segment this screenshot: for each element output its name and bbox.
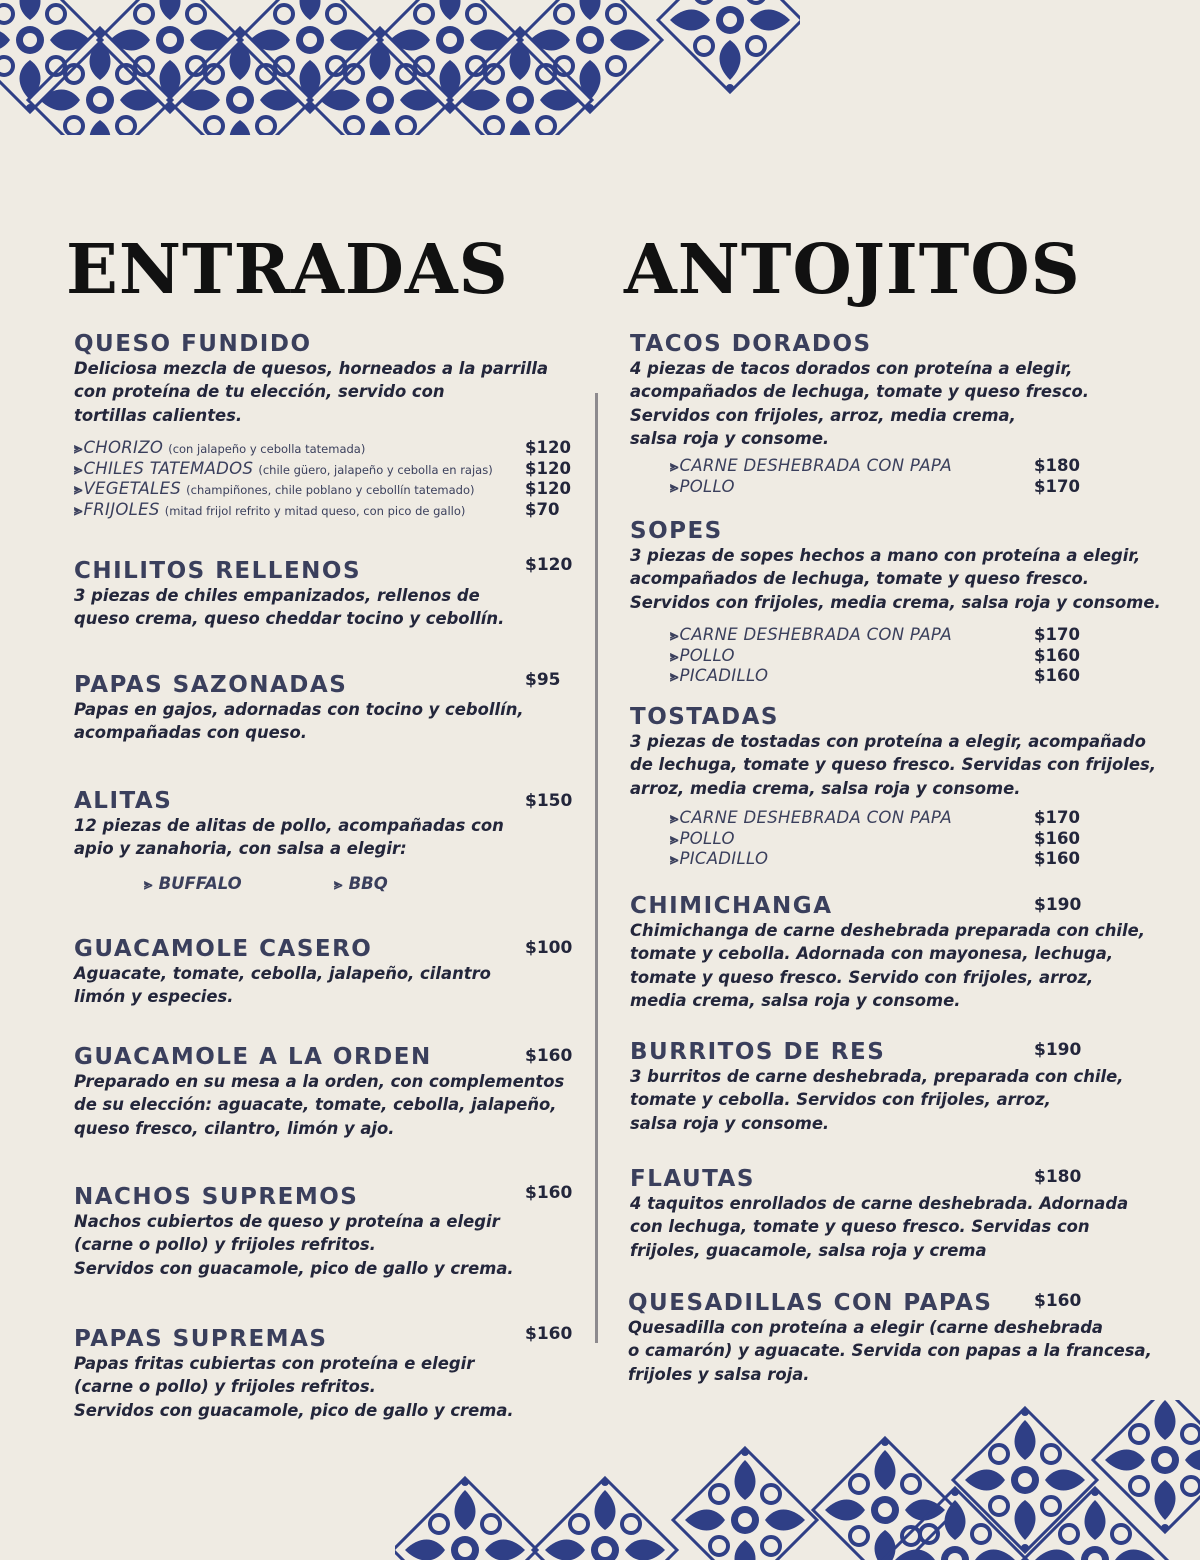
item-name: ALITAS xyxy=(74,788,173,814)
option-row xyxy=(670,829,1090,850)
arrow-icon: ⪢ xyxy=(670,646,679,665)
menu-item-tostadas xyxy=(630,704,1156,800)
item-name: PAPAS SUPREMAS xyxy=(74,1326,328,1352)
menu-item-sopes xyxy=(630,518,1161,614)
arrow-icon: ⪢ xyxy=(670,457,679,475)
option-price: $120 xyxy=(525,438,571,457)
option-price: $160 xyxy=(1034,849,1080,868)
queso-fundido-options xyxy=(74,438,574,520)
option-note: (chile güero, jalapeño y cebolla en rajas) xyxy=(258,462,493,477)
option-label: POLLO xyxy=(679,476,735,496)
option-label: POLLO xyxy=(679,645,735,665)
option-label: PICADILLO xyxy=(679,849,769,868)
item-name: GUACAMOLE CASERO xyxy=(74,936,373,962)
antojitos-title: ANTOJITOS xyxy=(624,230,1081,310)
option-price: $120 xyxy=(525,479,571,498)
talavera-tile-border-top xyxy=(0,0,800,135)
option-row xyxy=(670,666,1090,687)
menu-item-queso-fundido xyxy=(74,331,548,427)
talavera-tile-border-bottom xyxy=(395,1400,1200,1560)
item-description: 3 piezas de sopes hechos a mano con proteína a elegir, acompañados de lechuga, tomate y queso fresco. Servidos con frijoles, media crema, salsa roja y consome. xyxy=(630,546,1161,612)
menu-item-chilitos-rellenos xyxy=(74,558,504,631)
arrow-icon: ⪢ xyxy=(670,809,679,827)
item-name: FLAUTAS xyxy=(630,1166,755,1192)
option-note: (mitad frijol refrito y mitad queso, con pico de gallo) xyxy=(164,503,466,518)
item-name: NACHOS SUPREMOS xyxy=(74,1184,359,1210)
option-row xyxy=(670,456,1090,477)
item-price: $150 xyxy=(525,791,573,811)
arrow-icon: ⪢ xyxy=(670,477,679,496)
option-row xyxy=(670,625,1090,646)
option-label: VEGETALES xyxy=(83,479,182,498)
option-row xyxy=(74,459,574,480)
item-name: GUACAMOLE A LA ORDEN xyxy=(74,1044,432,1070)
option-label: BBQ xyxy=(348,874,388,893)
sauce-option-buffalo xyxy=(144,874,242,895)
option-label: FRIJOLES xyxy=(83,499,160,519)
item-name: SOPES xyxy=(630,518,723,544)
option-price: $170 xyxy=(1034,808,1080,827)
arrow-icon: ⪢ xyxy=(74,459,83,478)
item-name: BURRITOS DE RES xyxy=(630,1039,886,1065)
option-label: CARNE DESHEBRADA CON PAPA xyxy=(679,808,952,827)
option-row xyxy=(74,500,574,521)
item-description: 3 piezas de tostadas con proteína a elegir, acompañado de lechuga, tomate y queso fresco. Servidas con frijoles, arroz, media crema, salsa roja y consome. xyxy=(630,732,1156,798)
option-price: $170 xyxy=(1034,625,1080,644)
item-name: CHIMICHANGA xyxy=(630,893,833,919)
entradas-title: ENTRADAS xyxy=(66,230,509,310)
option-row xyxy=(670,646,1090,667)
item-name: QUESO FUNDIDO xyxy=(74,331,312,357)
option-price: $120 xyxy=(525,458,571,478)
menu-item-alitas xyxy=(74,788,504,861)
item-description: 3 burritos de carne deshebrada, preparada con chile, tomate y cebolla. Servidos con frijoles, arroz, salsa roja y consome. xyxy=(630,1067,1124,1133)
arrow-icon: ⪢ xyxy=(144,875,153,893)
option-price: $180 xyxy=(1034,456,1080,475)
item-description: 12 piezas de alitas de pollo, acompañadas con apio y zanahoria, con salsa a elegir: xyxy=(74,816,504,859)
option-row xyxy=(670,808,1090,829)
column-divider xyxy=(595,393,598,1343)
item-price: $160 xyxy=(1034,1291,1082,1311)
menu-item-papas-supremas xyxy=(74,1326,514,1422)
arrow-icon: ⪢ xyxy=(670,829,679,848)
item-description: Papas fritas cubiertas con proteína e elegir (carne o pollo) y frijoles refritos. Servidos con guacamole, pico de gallo y crema. xyxy=(74,1354,514,1420)
option-row xyxy=(670,849,1090,870)
option-price: $70 xyxy=(525,499,560,519)
option-row xyxy=(670,477,1090,498)
option-price: $170 xyxy=(1034,476,1080,496)
item-description: Quesadilla con proteína a elegir (carne deshebrada o camarón) y aguacate. Servida con papas a la francesa, frijoles y salsa roja. xyxy=(628,1318,1152,1384)
item-name: CHILITOS RELLENOS xyxy=(74,558,362,584)
item-description: 3 piezas de chiles empanizados, rellenos de queso crema, queso cheddar tocino y cebollín. xyxy=(74,586,505,629)
option-row xyxy=(74,479,574,500)
item-description: Papas en gajos, adornadas con tocino y cebollín, acompañadas con queso. xyxy=(74,700,524,743)
item-price: $100 xyxy=(525,938,573,958)
option-label: BUFFALO xyxy=(158,874,242,893)
item-price: $180 xyxy=(1034,1167,1082,1187)
option-row xyxy=(74,438,574,459)
item-description: 4 piezas de tacos dorados con proteína a elegir, acompañados de lechuga, tomate y queso fresco. Servidos con frijoles, arroz, media crema, salsa roja y consome. xyxy=(630,359,1089,449)
item-description: Preparado en su mesa a la orden, con complementos de su elección: aguacate, tomate, cebolla, jalapeño, queso fresco, cilantro, limón y ajo. xyxy=(74,1072,565,1138)
arrow-icon: ⪢ xyxy=(670,667,679,685)
item-name: PAPAS SAZONADAS xyxy=(74,672,348,698)
item-price: $160 xyxy=(525,1324,573,1344)
tostadas-options xyxy=(670,808,1090,870)
menu-item-nachos-supremos xyxy=(74,1184,514,1280)
item-description: 4 taquitos enrollados de carne deshebrada. Adornada con lechuga, tomate y queso fresco. Servidas con frijoles, guacamole, salsa roja y crema xyxy=(630,1194,1129,1260)
option-label: CHORIZO xyxy=(83,438,164,457)
menu-item-tacos-dorados xyxy=(630,331,1089,451)
option-price: $160 xyxy=(1034,645,1080,665)
arrow-icon: ⪢ xyxy=(74,500,83,519)
item-name: TACOS DORADOS xyxy=(630,331,872,357)
item-description: Deliciosa mezcla de quesos, horneados a la parrilla con proteína de tu elección, servido con tortillas calientes. xyxy=(74,359,549,425)
item-price: $160 xyxy=(525,1046,573,1066)
item-price: $95 xyxy=(525,670,561,690)
sauce-option-bbq xyxy=(334,874,388,895)
option-label: PICADILLO xyxy=(679,666,769,685)
arrow-icon: ⪢ xyxy=(334,875,343,893)
item-price: $190 xyxy=(1034,1040,1082,1060)
menu-item-guacamole-casero xyxy=(74,936,491,1009)
menu-item-papas-sazonadas xyxy=(74,672,524,745)
item-name: QUESADILLAS CON PAPAS xyxy=(628,1290,993,1316)
option-label: CARNE DESHEBRADA CON PAPA xyxy=(679,456,952,475)
item-price: $120 xyxy=(525,555,573,575)
item-price: $190 xyxy=(1034,895,1082,915)
item-description: Nachos cubiertos de queso y proteína a elegir (carne o pollo) y frijoles refritos. Servidos con guacamole, pico de gallo y crema. xyxy=(74,1212,514,1278)
option-label: CHILES TATEMADOS xyxy=(83,458,254,478)
item-description: Aguacate, tomate, cebolla, jalapeño, cilantro limón y especies. xyxy=(74,964,491,1007)
option-price: $160 xyxy=(1034,666,1080,685)
menu-item-guacamole-a-la-orden xyxy=(74,1044,564,1140)
option-note: (champiñones, chile poblano y cebollín tatemado) xyxy=(186,483,475,497)
option-price: $160 xyxy=(1034,828,1080,848)
arrow-icon: ⪢ xyxy=(670,850,679,868)
option-label: CARNE DESHEBRADA CON PAPA xyxy=(679,625,952,644)
arrow-icon: ⪢ xyxy=(74,439,83,457)
item-name: TOSTADAS xyxy=(630,704,779,730)
option-note: (con jalapeño y cebolla tatemada) xyxy=(168,442,366,456)
item-description: Chimichanga de carne deshebrada preparada con chile, tomate y cebolla. Adornada con mayonesa, lechuga, tomate y queso fresco. Servido con frijoles, arroz, media crema, salsa roja y consome. xyxy=(630,921,1145,1011)
option-label: POLLO xyxy=(679,828,735,848)
arrow-icon: ⪢ xyxy=(670,626,679,644)
tacos-dorados-options xyxy=(670,456,1090,497)
arrow-icon: ⪢ xyxy=(74,480,83,498)
sopes-options xyxy=(670,625,1090,687)
item-price: $160 xyxy=(525,1183,573,1203)
